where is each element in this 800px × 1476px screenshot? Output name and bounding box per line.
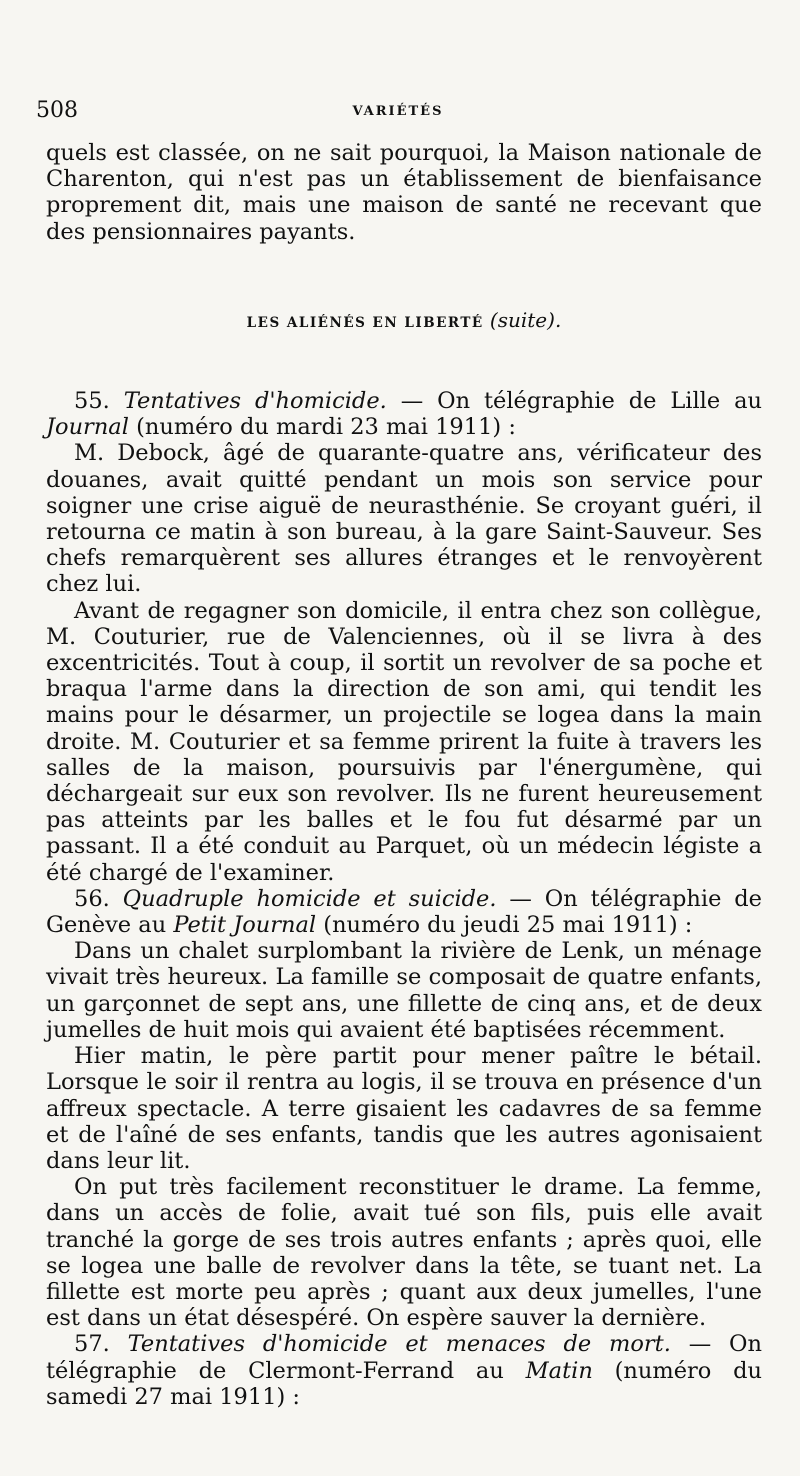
item-55-heading	[46, 388, 762, 440]
item-57-number: 57.	[74, 1331, 110, 1358]
item-57-heading	[46, 1331, 762, 1410]
item-55-paragraph-2: Avant de regagner son domicile, il entra chez son collègue, M. Couturier, rue de Valenciennes, où il se livra à des excentricités. Tout à coup, il sortit un revolver de sa poche et braqua l'arme dans la direction de son ami, qui tendit les mains pour le désarmer, un projectile se logea dans la main droite. M. Couturier et sa femme prirent la fuite à travers les salles de la maison, poursuivis par l'énergumène, qui déchargeait sur eux son revolver. Ils ne furent heureusement pas atteints par les balles et le fou fut désarmé par un passant. Il a été conduit au Parquet, où un médecin légiste a été chargé de l'examiner.	[46, 597, 762, 886]
item-56-paragraph-2: Hier matin, le père partit pour mener paître le bétail. Lorsque le soir il rentra au logis, il se trouva en présence d'un affreux spectacle. A terre gisaient les cadavres de sa femme et de l'aîné de ses enfants, tandis que les autres agonisaient dans leur lit.	[46, 1043, 762, 1174]
item-56-date: (numéro du jeudi 25 mai 1911) :	[316, 912, 693, 939]
section-title: VARIÉTÉS	[352, 104, 444, 119]
item-57-date: (numéro du samedi 27 mai 1911) :	[46, 1357, 762, 1410]
subhead-title: LES ALIÉNÉS EN LIBERTÉ	[246, 314, 484, 331]
item-56-number: 56.	[74, 885, 110, 912]
intro-paragraph: quels est classée, on ne sait pourquoi, la Maison nationale de Charenton, qui n'est pas un établissement de bienfaisance proprement dit, mais une maison de santé ne recevant que des pensionnaires payants.	[46, 140, 762, 245]
item-57-journal: Matin	[525, 1357, 593, 1384]
subhead-suffix: (suite).	[489, 307, 562, 332]
item-56-paragraph-3: On put très facilement reconstituer le drame. La femme, dans un accès de folie, avait tué son fils, puis elle avait tranché la gorge de ses trois autres enfants ; après quoi, elle se logea une balle de revolver dans la tête, se tuant net. La fillette est morte peu après ; quant aux deux jumelles, l'une est dans un état désespéré. On espère sauver la dernière.	[46, 1174, 762, 1332]
subhead	[46, 307, 762, 336]
item-56-heading	[46, 886, 762, 938]
item-57-title: Tentatives d'homicide et menaces de mort.	[127, 1331, 671, 1358]
item-55-title: Tentatives d'homicide.	[123, 388, 387, 415]
item-56-lead: — On télégraphie de Genève au	[46, 885, 762, 939]
item-55-paragraph-1: M. Debock, âgé de quarante-quatre ans, vérificateur des douanes, avait quitté pendant un mois son service pour soigner une crise aiguë de neurasthénie. Se croyant guéri, il retourna ce matin à son bureau, à la gare Saint-Sauveur. Ses chefs remarquèrent ses allures étranges et le renvoyèrent chez lui.	[46, 440, 762, 598]
page-number: 508	[36, 98, 78, 123]
body-text	[46, 140, 762, 1410]
item-55-number: 55.	[74, 388, 110, 415]
item-55-journal: Journal	[46, 414, 129, 441]
item-56-paragraph-1: Dans un chalet surplombant la rivière de Lenk, un ménage vivait très heureux. La famille se composait de quatre enfants, un garçonnet de sept ans, une fillette de cinq ans, et de deux jumelles de huit mois qui avaient été baptisées récemment.	[46, 938, 762, 1043]
item-55-date: (numéro du mardi 23 mai 1911) :	[128, 414, 516, 441]
item-56-title: Quadruple homicide et suicide.	[122, 885, 497, 912]
item-55-lead: — On télégraphie de Lille au	[386, 388, 763, 415]
running-head	[36, 98, 760, 130]
item-57-lead: — On télégraphie de Clermont-Ferrand au	[46, 1331, 762, 1384]
item-56-journal: Petit Journal	[173, 912, 317, 939]
